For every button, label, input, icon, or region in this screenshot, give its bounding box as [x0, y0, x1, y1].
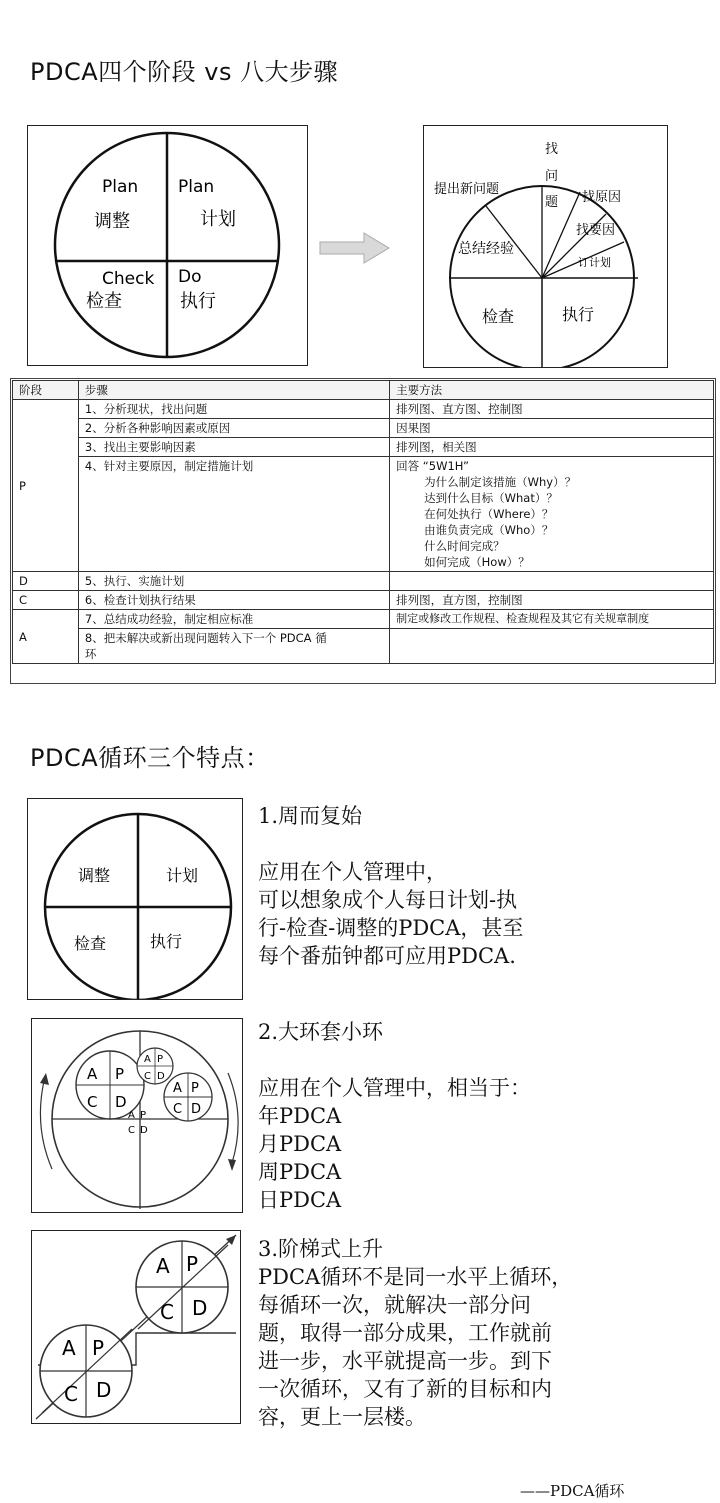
method-cell: 排列图、直方图、控制图: [390, 400, 714, 419]
feature-3-line: PDCA循环不是同一水平上循环，: [258, 1265, 573, 1289]
feature-2-title: 2.大环套小环: [258, 1020, 384, 1044]
step-line: 8、把未解决或新出现问题转入下一个 PDCA 循: [84, 631, 327, 645]
table-row: [13, 591, 714, 610]
step-cell: [78, 629, 389, 664]
method-line: 什么时间完成？: [424, 539, 505, 553]
letter-p: P: [115, 1065, 125, 1083]
letter-p: P: [157, 1054, 164, 1065]
table-row: [13, 610, 714, 629]
header-method: 主要方法: [390, 381, 714, 400]
feature-1-line: 每个番茄钟都可应用PDCA.: [258, 944, 516, 968]
quadrant-check-en: Check: [102, 269, 155, 289]
method-line: 回答 “5W1H”: [396, 459, 470, 473]
quadrant-plan-en-left: Plan: [102, 177, 139, 197]
pdca-quadrant-diagram: [27, 125, 308, 366]
table-row: [13, 400, 714, 419]
feature-2-line: 月PDCA: [258, 1132, 342, 1156]
feature-3-line: 容，更上一层楼。: [258, 1405, 426, 1429]
letter-d: D: [157, 1071, 165, 1082]
right-arrow-icon: [318, 230, 392, 266]
letter-d: D: [140, 1125, 148, 1136]
method-cell-5w1h: [390, 457, 714, 572]
label-find-1: 找: [545, 142, 559, 157]
letter-c: C: [173, 1102, 183, 1117]
feature-2-text: [258, 1018, 531, 1214]
phase-cell-p: P: [13, 400, 79, 572]
method-cell: 制定或修改工作规程、检查规程及其它有关规章制度: [390, 610, 714, 629]
letter-c: C: [87, 1093, 98, 1111]
label-summary: 总结经验: [458, 241, 514, 257]
feature-3-line: 进一步，水平就提高一步。到下: [258, 1349, 552, 1373]
quadrant-plan-cn: 计划: [200, 209, 236, 230]
table-row: [13, 629, 714, 664]
phase-cell-c: C: [13, 591, 79, 610]
letter-d: D: [192, 1296, 208, 1320]
letter-a: A: [87, 1065, 98, 1083]
letter-d: D: [191, 1102, 202, 1117]
label-main-cause: 找要因: [576, 223, 616, 238]
nested-cycle-diagram: [31, 1018, 243, 1213]
step-cell: 1、分析现状，找出问题: [78, 400, 389, 419]
method-line: 达到什么目标（What）？: [424, 491, 558, 505]
cycle-check: 检查: [74, 934, 107, 953]
letter-c: C: [160, 1300, 174, 1324]
label-find-3: 题: [545, 195, 559, 210]
feature-3-title: 3.阶梯式上升: [258, 1237, 384, 1261]
phase-cell-a: A: [13, 610, 79, 664]
step-cell: 2、分析各种影响因素或原因: [78, 419, 389, 438]
quadrant-plan-en-right: Plan: [178, 177, 215, 197]
table-row: [13, 419, 714, 438]
header-phase: 阶段: [13, 381, 79, 400]
table-row: [13, 457, 714, 572]
quadrant-check-cn: 检查: [86, 291, 122, 312]
step-cell: 6、检查计划执行结果: [78, 591, 389, 610]
pdca-steps-table: [12, 380, 714, 664]
quadrant-do-en: Do: [178, 267, 202, 287]
quadrant-do-cn: 执行: [180, 291, 216, 312]
header-step: 步骤: [78, 381, 389, 400]
letter-d: D: [96, 1378, 112, 1402]
cycle-diagram: [27, 798, 243, 1000]
feature-2-line: 应用在个人管理中，相当于：: [258, 1076, 531, 1100]
letter-d: D: [115, 1093, 127, 1111]
feature-2-line: 日PDCA: [258, 1188, 342, 1212]
method-line: 在何处执行（Where）？: [424, 507, 554, 521]
table-row: [13, 438, 714, 457]
feature-3-line: 每循环一次，就解决一部分问: [258, 1293, 531, 1317]
method-cell: [390, 572, 714, 591]
method-cell: 因果图: [390, 419, 714, 438]
section-title-features: PDCA循环三个特点：: [30, 744, 270, 772]
rising-cycle-diagram: [31, 1230, 241, 1424]
label-execute: 执行: [562, 305, 595, 324]
feature-3-text: [258, 1235, 572, 1431]
method-cell: 排列图，直方图，控制图: [390, 591, 714, 610]
letter-p: P: [140, 1110, 147, 1121]
step-cell: 3、找出主要影响因素: [78, 438, 389, 457]
step-cell: 4、针对主要原因，制定措施计划: [78, 457, 389, 572]
label-find-cause: 找原因: [582, 190, 622, 205]
cycle-execute: 执行: [150, 932, 183, 951]
step-line: 环: [84, 647, 97, 661]
label-new-problem: 提出新问题: [434, 182, 500, 197]
letter-p: P: [191, 1081, 199, 1096]
method-cell: [390, 629, 714, 664]
feature-1-title: 1.周而复始: [258, 804, 363, 828]
label-check: 检查: [482, 307, 515, 326]
step-cell: 7、总结成功经验，制定相应标准: [78, 610, 389, 629]
letter-p: P: [186, 1252, 199, 1276]
letter-c: C: [64, 1382, 78, 1406]
method-line: 由谁负责完成（Who）？: [424, 523, 554, 537]
step-cell: 5、执行、实施计划: [78, 572, 389, 591]
letter-a: A: [62, 1336, 76, 1360]
letter-a: A: [156, 1254, 170, 1278]
credit-caption: ——PDCA循环: [520, 1482, 625, 1500]
letter-c: C: [144, 1071, 151, 1082]
method-line: 为什么制定该措施（Why）？: [424, 475, 577, 489]
feature-2-line: 年PDCA: [258, 1104, 342, 1128]
cycle-adjust: 调整: [78, 866, 111, 885]
feature-1-text: [258, 802, 523, 970]
table-row: [13, 572, 714, 591]
table-header-row: [13, 381, 714, 400]
letter-a: A: [128, 1110, 135, 1121]
phase-cell-d: D: [13, 572, 79, 591]
letter-p: P: [92, 1336, 105, 1360]
section-title-phases: PDCA四个阶段 vs 八大步骤: [30, 58, 339, 86]
feature-1-line: 可以想象成个人每日计划-执: [258, 888, 518, 912]
method-cell: 排列图，相关图: [390, 438, 714, 457]
feature-1-line: 应用在个人管理中，: [258, 860, 447, 884]
feature-1-line: 行-检查-调整的PDCA，甚至: [258, 916, 524, 940]
letter-c: C: [128, 1125, 135, 1136]
quadrant-adjust-cn: 调整: [94, 211, 130, 232]
eight-steps-diagram: [423, 125, 668, 368]
method-line: 如何完成（How）？: [424, 555, 530, 569]
cycle-plan: 计划: [166, 866, 199, 885]
feature-2-line: 周PDCA: [258, 1160, 342, 1184]
letter-a: A: [144, 1054, 151, 1065]
feature-3-line: 一次循环，又有了新的目标和内: [258, 1377, 552, 1401]
feature-3-line: 题，取得一部分成果，工作就前: [258, 1321, 552, 1345]
label-make-plan: 订计划: [578, 256, 611, 269]
letter-a: A: [173, 1081, 182, 1096]
label-find-2: 问: [545, 169, 559, 184]
